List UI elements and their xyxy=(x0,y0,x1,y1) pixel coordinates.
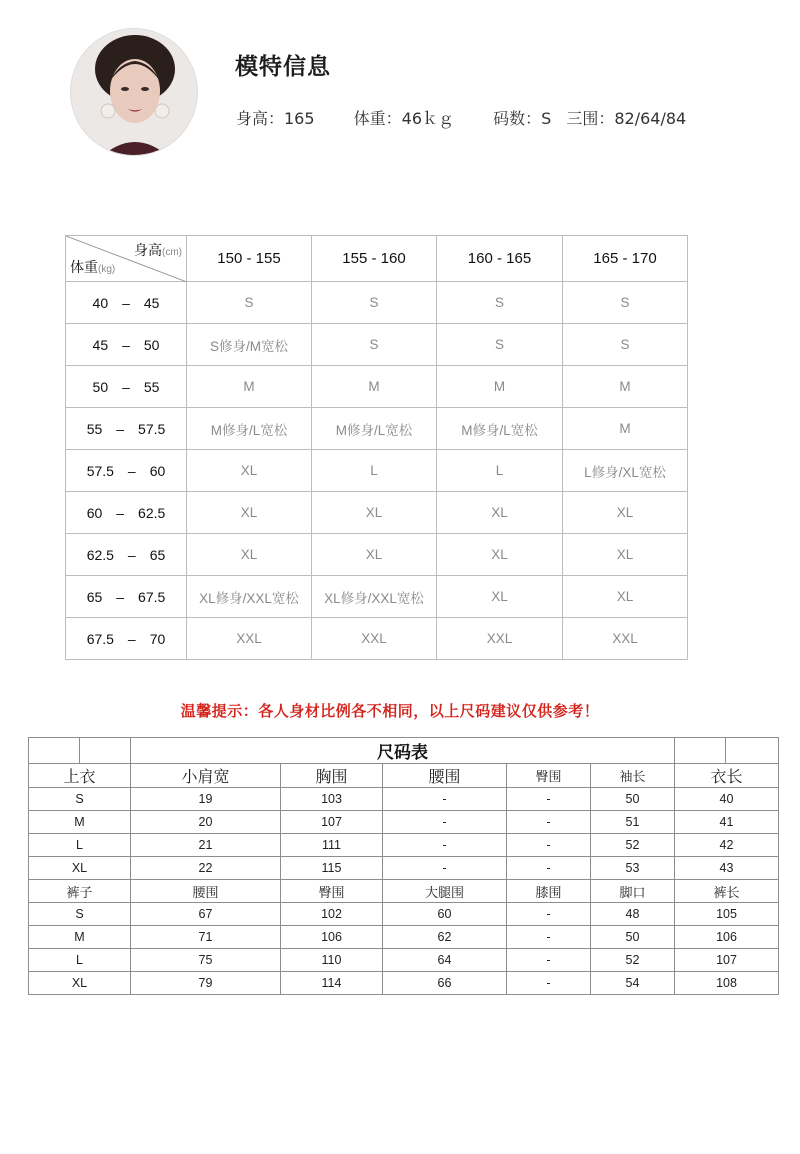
data-cell: 60 xyxy=(383,903,507,926)
top-data-row xyxy=(29,834,779,857)
weight-axis-label: 体重(kg) xyxy=(70,259,116,275)
data-cell: - xyxy=(383,834,507,857)
weight-range-cell: 65 – 67.5 xyxy=(66,576,187,618)
data-cell: 107 xyxy=(675,949,779,972)
size-cell: S xyxy=(312,324,437,366)
data-cell: - xyxy=(383,788,507,811)
data-cell: 48 xyxy=(591,903,675,926)
bottom-data-row xyxy=(29,926,779,949)
data-cell: - xyxy=(507,926,591,949)
bottom-header-row xyxy=(29,880,779,903)
data-cell: M xyxy=(29,926,131,949)
header-cell: 腰围 xyxy=(383,764,507,788)
rec-row xyxy=(66,408,688,450)
data-cell: 102 xyxy=(281,903,383,926)
data-cell: 107 xyxy=(281,811,383,834)
empty-cell xyxy=(80,738,131,764)
header-cell: 腰围 xyxy=(131,880,281,903)
data-cell: - xyxy=(507,949,591,972)
empty-cell xyxy=(29,738,80,764)
weight-range-cell: 57.5 – 60 xyxy=(66,450,187,492)
weight-range-cell: 50 – 55 xyxy=(66,366,187,408)
height-range-header: 155 - 160 xyxy=(312,236,437,282)
data-cell: 66 xyxy=(383,972,507,995)
data-cell: 105 xyxy=(675,903,779,926)
size-cell: XL xyxy=(563,534,688,576)
data-cell: 108 xyxy=(675,972,779,995)
size-cell: L修身/XL宽松 xyxy=(563,450,688,492)
size-cell: XL xyxy=(437,492,563,534)
data-cell: XL xyxy=(29,857,131,880)
size-cell: XXL xyxy=(312,618,437,660)
size-cell: S修身/M宽松 xyxy=(187,324,312,366)
data-cell: 54 xyxy=(591,972,675,995)
weight-range-cell: 55 – 57.5 xyxy=(66,408,187,450)
data-cell: 40 xyxy=(675,788,779,811)
model-avatar xyxy=(70,28,198,156)
data-cell: 52 xyxy=(591,949,675,972)
data-cell: 21 xyxy=(131,834,281,857)
data-cell: S xyxy=(29,903,131,926)
header-cell: 脚口 xyxy=(591,880,675,903)
height-axis-label: 身高(cm) xyxy=(134,242,182,258)
header-cell: 臀围 xyxy=(281,880,383,903)
data-cell: 41 xyxy=(675,811,779,834)
data-cell: 22 xyxy=(131,857,281,880)
data-cell: 115 xyxy=(281,857,383,880)
data-cell: L xyxy=(29,949,131,972)
data-cell: 19 xyxy=(131,788,281,811)
header-cell: 袖长 xyxy=(591,764,675,788)
header-cell: 裤子 xyxy=(29,880,131,903)
rec-row xyxy=(66,492,688,534)
size-cell: XL xyxy=(437,534,563,576)
data-cell: - xyxy=(507,857,591,880)
size-cell: XL xyxy=(312,534,437,576)
data-cell: 50 xyxy=(591,788,675,811)
bottom-data-row xyxy=(29,972,779,995)
data-cell: 103 xyxy=(281,788,383,811)
size-cell: XL修身/XXL宽松 xyxy=(312,576,437,618)
size-cell: XL xyxy=(312,492,437,534)
size-tip-notice: 温馨提示：各人身材比例各不相同，以上尺码建议仅供参考！ xyxy=(180,702,600,720)
size-cell: S xyxy=(437,324,563,366)
top-data-row xyxy=(29,857,779,880)
data-cell: 43 xyxy=(675,857,779,880)
height-range-header: 160 - 165 xyxy=(437,236,563,282)
model-size: 码数：S xyxy=(493,109,552,128)
model-height: 身高：165 xyxy=(236,109,315,128)
data-cell: M xyxy=(29,811,131,834)
rec-row xyxy=(66,618,688,660)
data-cell: 50 xyxy=(591,926,675,949)
size-cell: XL xyxy=(187,492,312,534)
data-cell: 106 xyxy=(675,926,779,949)
size-cell: S xyxy=(437,282,563,324)
chart-title-row xyxy=(29,738,779,764)
header-cell: 膝围 xyxy=(507,880,591,903)
data-cell: 51 xyxy=(591,811,675,834)
data-cell: L xyxy=(29,834,131,857)
rec-header-row xyxy=(66,236,688,282)
size-chart-title: 尺码表 xyxy=(131,738,675,764)
size-chart-table xyxy=(28,737,779,995)
rec-corner-cell xyxy=(66,236,187,282)
header-cell: 臀围 xyxy=(507,764,591,788)
top-data-row xyxy=(29,788,779,811)
data-cell: 75 xyxy=(131,949,281,972)
header-cell: 裤长 xyxy=(675,880,779,903)
data-cell: - xyxy=(507,972,591,995)
model-stats xyxy=(236,106,720,129)
data-cell: 20 xyxy=(131,811,281,834)
rec-row xyxy=(66,324,688,366)
size-cell: M xyxy=(437,366,563,408)
rec-row xyxy=(66,450,688,492)
size-cell: XL xyxy=(437,576,563,618)
data-cell: 64 xyxy=(383,949,507,972)
empty-cell xyxy=(726,738,779,764)
size-cell: XXL xyxy=(187,618,312,660)
size-cell: M xyxy=(563,366,688,408)
size-cell: XL xyxy=(187,534,312,576)
size-cell: M修身/L宽松 xyxy=(187,408,312,450)
size-cell: S xyxy=(187,282,312,324)
weight-range-cell: 67.5 – 70 xyxy=(66,618,187,660)
weight-range-cell: 45 – 50 xyxy=(66,324,187,366)
data-cell: 67 xyxy=(131,903,281,926)
data-cell: S xyxy=(29,788,131,811)
data-cell: 62 xyxy=(383,926,507,949)
rec-row xyxy=(66,534,688,576)
empty-cell xyxy=(675,738,726,764)
data-cell: - xyxy=(383,857,507,880)
data-cell: 114 xyxy=(281,972,383,995)
data-cell: 71 xyxy=(131,926,281,949)
data-cell: - xyxy=(507,811,591,834)
data-cell: 42 xyxy=(675,834,779,857)
bottom-data-row xyxy=(29,903,779,926)
model-weight: 体重：46ｋｇ xyxy=(353,109,455,128)
size-cell: S xyxy=(312,282,437,324)
data-cell: 53 xyxy=(591,857,675,880)
size-cell: XXL xyxy=(563,618,688,660)
weight-range-cell: 62.5 – 65 xyxy=(66,534,187,576)
data-cell: - xyxy=(383,811,507,834)
header-cell: 衣长 xyxy=(675,764,779,788)
data-cell: XL xyxy=(29,972,131,995)
size-cell: M xyxy=(563,408,688,450)
data-cell: - xyxy=(507,834,591,857)
size-cell: XL xyxy=(563,576,688,618)
size-cell: XXL xyxy=(437,618,563,660)
size-cell: XL修身/XXL宽松 xyxy=(187,576,312,618)
height-range-header: 165 - 170 xyxy=(563,236,688,282)
weight-range-cell: 60 – 62.5 xyxy=(66,492,187,534)
bottom-data-row xyxy=(29,949,779,972)
header-cell: 胸围 xyxy=(281,764,383,788)
size-cell: M修身/L宽松 xyxy=(312,408,437,450)
model-measurements: 三围：82/64/84 xyxy=(566,109,687,128)
size-cell: M xyxy=(187,366,312,408)
rec-row xyxy=(66,282,688,324)
model-info-title: 模特信息 xyxy=(235,54,331,80)
size-cell: L xyxy=(312,450,437,492)
size-cell: S xyxy=(563,282,688,324)
size-recommendation-table xyxy=(65,235,688,660)
size-cell: XL xyxy=(563,492,688,534)
top-header-row xyxy=(29,764,779,788)
data-cell: 52 xyxy=(591,834,675,857)
weight-range-cell: 40 – 45 xyxy=(66,282,187,324)
size-cell: M xyxy=(312,366,437,408)
model-portrait-image xyxy=(71,29,198,156)
data-cell: - xyxy=(507,903,591,926)
rec-row xyxy=(66,576,688,618)
data-cell: 79 xyxy=(131,972,281,995)
header-cell: 小肩宽 xyxy=(131,764,281,788)
size-cell: S xyxy=(563,324,688,366)
header-cell: 上衣 xyxy=(29,764,131,788)
model-info-section xyxy=(0,0,800,200)
size-cell: L xyxy=(437,450,563,492)
top-data-row xyxy=(29,811,779,834)
data-cell: 110 xyxy=(281,949,383,972)
data-cell: - xyxy=(507,788,591,811)
data-cell: 106 xyxy=(281,926,383,949)
size-cell: M修身/L宽松 xyxy=(437,408,563,450)
header-cell: 大腿围 xyxy=(383,880,507,903)
height-range-header: 150 - 155 xyxy=(187,236,312,282)
data-cell: 111 xyxy=(281,834,383,857)
rec-row xyxy=(66,366,688,408)
size-cell: XL xyxy=(187,450,312,492)
